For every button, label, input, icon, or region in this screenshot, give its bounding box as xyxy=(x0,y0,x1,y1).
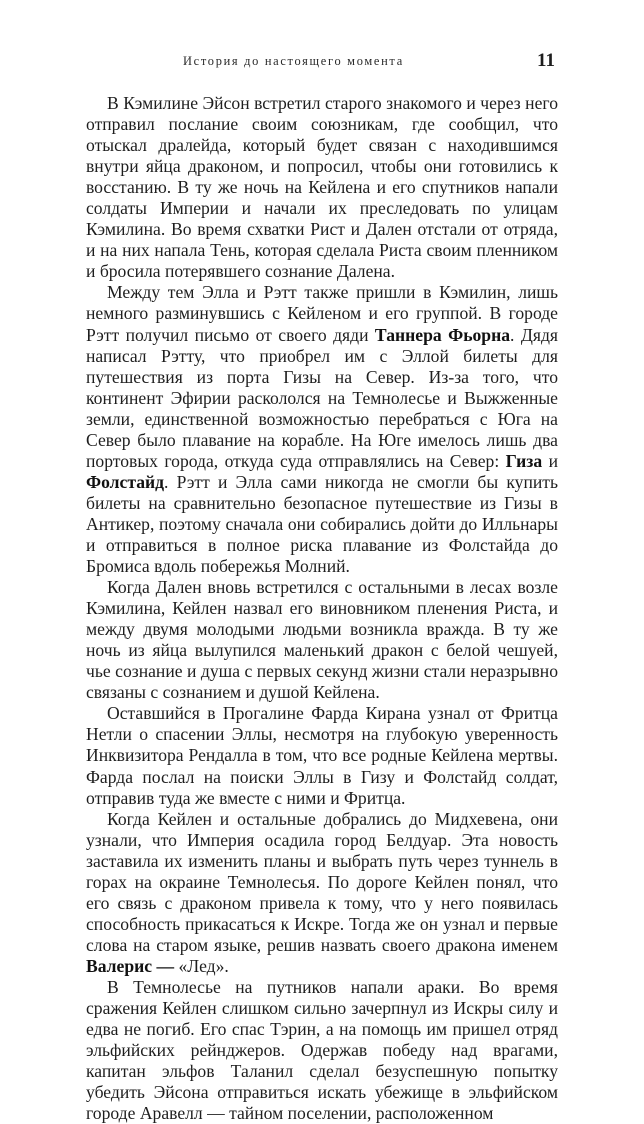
paragraph xyxy=(86,977,558,1124)
text-run: Когда Кейлен и остальные добрались до Мидхевена, они узнали, что Империя осадила город Белдуар. Эта новость заставила их изменить планы и выбрать путь через туннель в горах на окраине Темнолесья. По дороге Кейлен понял, что его связь с драконом привела к тому, что у него появилась способность прикасаться к Искре. Тогда же он узнал и первые слова на старом языке, решив назвать своего дракона именем xyxy=(86,808,558,955)
paragraph xyxy=(86,282,558,577)
paragraph xyxy=(86,703,558,808)
body-text xyxy=(86,93,558,1124)
bold-name: Фолстайд xyxy=(86,471,165,492)
text-run: . Дядя написал Рэтту, что приобрел им с Эллой билеты для путешествия из порта Гизы на Север. Из-за того, что континент Эфирии раскололся на Темнолесье и Выжженные земли, единственной возможностью перебраться с Юга на Север было плавание на корабле. На Юге имелось лишь два портовых города, откуда суда отправлялись на Север: xyxy=(86,324,558,471)
text-run: Между тем Элла и Рэтт также пришли в Кэмилин, лишь немного разминувшись с Кейленом и его группой. В городе Рэтт получил письмо от своего дяди xyxy=(86,282,558,345)
running-title: История до настоящего момента xyxy=(183,54,404,68)
text-run: Оставшийся в Прогалине Фарда Кирана узнал от Фритца Нетли о спасении Эллы, несмотря на глубокую уверенность Инквизитора Рендалла в том, что все родные Кейлена мертвы. Фарда послал на поиски Эллы в Гизу и Фолстайд солдат, отправив туда же вместе с ними и Фритца. xyxy=(86,703,558,808)
page-number: 11 xyxy=(537,50,555,71)
paragraph xyxy=(86,577,558,703)
text-run: . Рэтт и Элла сами никогда не смогли бы купить билеты на сравнительно безопасное путешествие из Гизы в Антикер, поэтому сначала они собирались дойти до Илльнары и отправиться в полное риска плавание из Фолстайда до Бромиса вдоль побережья Молний. xyxy=(86,471,558,577)
paragraph xyxy=(86,809,558,977)
bold-name: Таннера Фьорна xyxy=(374,324,511,345)
bold-name: Валерис — xyxy=(86,955,175,976)
bold-name: Гиза xyxy=(505,450,543,471)
text-run: В Темнолесье на путников напали араки. Во время сражения Кейлен слишком сильно зачерпнул из Искры силу и едва не погиб. Его спас Тэрин, а на помощь им пришел отряд эльфийских рейнджеров. Одержав победу над врагами, капитан эльфов Таланил сделал безуспешную попытку убедить Эйсона отправиться искать убежище в эльфийском городе Аравелл — тайном поселении, расположенном xyxy=(86,976,558,1124)
text-run: и xyxy=(542,450,558,471)
text-run: Когда Дален вновь встретился с остальными в лесах возле Кэмилина, Кейлен назвал его виновником пленения Риста, и между двумя молодыми людьми возникла вражда. В ту же ночь из яйца вылупился маленький дракон с белой чешуей, чье сознание и душа с первых секунд жизни стали неразрывно связаны с сознанием и душой Кейлена. xyxy=(86,577,558,703)
running-head xyxy=(0,50,644,76)
text-run: В Кэмилине Эйсон встретил старого знакомого и через него отправил послание своим союзникам, где сообщил, что отыскал дралейда, который будет связан с находившимся внутри яйца драконом, и попросил, чтобы они готовились к восстанию. В ту же ночь на Кейлена и его спутников напали солдаты Империи и начали их преследовать по улицам Кэмилина. Во время схватки Рист и Дален отстали от отряда, и на них напала Тень, которая сделала Риста своим пленником и бросила потерявшего сознание Далена. xyxy=(86,93,558,282)
paragraph xyxy=(86,93,558,282)
text-run: «Лед». xyxy=(174,955,229,976)
